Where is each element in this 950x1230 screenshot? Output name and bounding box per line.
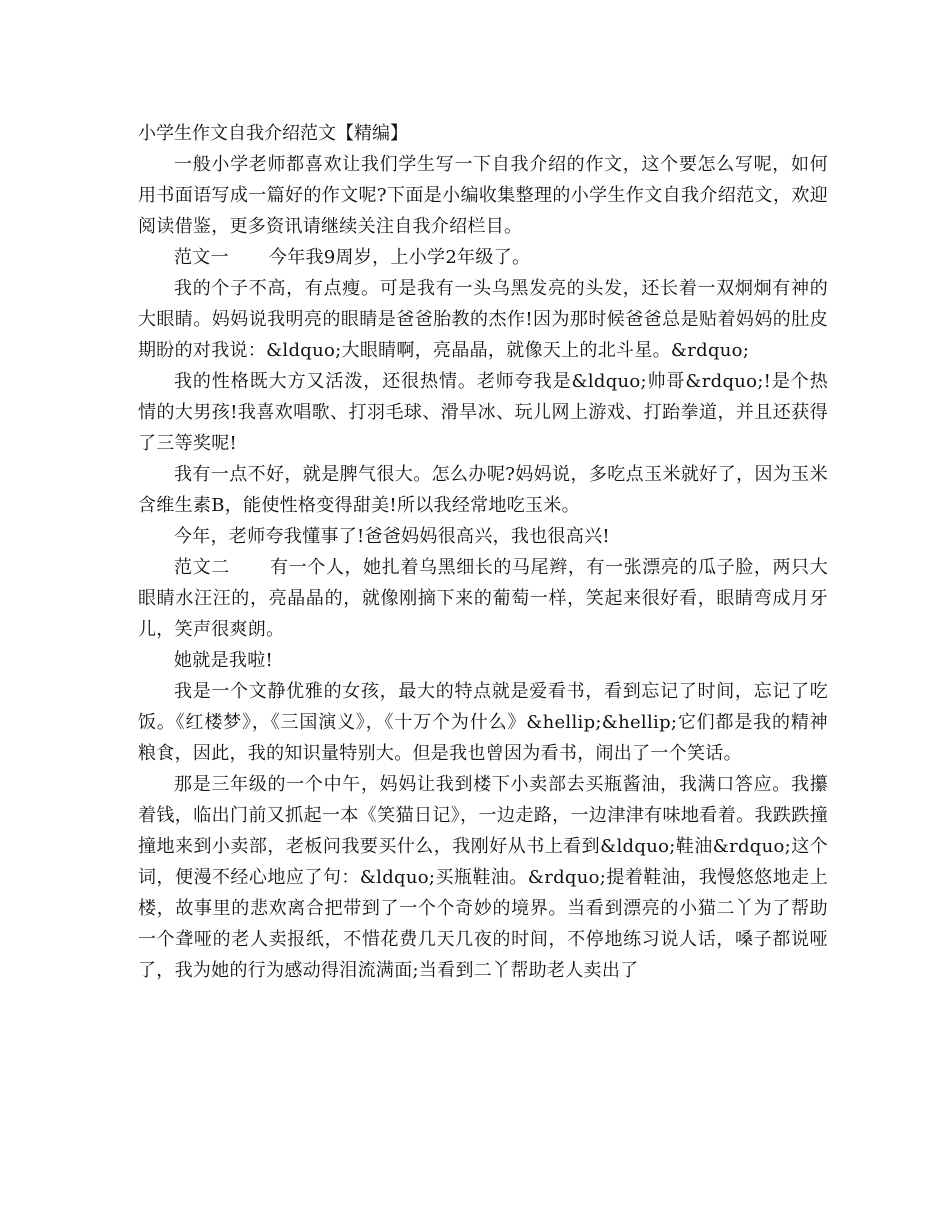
body-paragraph: 我的性格既大方又活泼，还很热情。老师夸我是&ldquo;帅哥&rdquo;!是个热情的大男孩!我喜欢唱歌、打羽毛球、滑旱冰、玩儿网上游戏、打跆拳道，并且还获得了三等奖呢! (138, 371, 828, 454)
sample-two-text: 有一个人，她扎着乌黑细长的马尾辫，有一张漂亮的瓜子脸，两只大眼睛水汪汪的，亮晶晶的，就像刚摘下来的葡萄一样，笑起来很好看，眼睛弯成月牙儿，笑声很爽朗。 (138, 557, 829, 640)
body-paragraph: 我有一点不好，就是脾气很大。怎么办呢?妈妈说，多吃点玉米就好了，因为玉米含维生素B，能使性格变得甜美!所以我经常地吃玉米。 (138, 464, 828, 516)
sample-two-paragraph (138, 552, 828, 645)
body-paragraph: 我的个子不高，有点瘦。可是我有一头乌黑发亮的头发，还长着一双炯炯有神的大眼睛。妈妈说我明亮的眼睛是爸爸胎教的杰作!因为那时候爸爸总是贴着妈妈的肚皮期盼的对我说：&ldquo;大眼睛啊，亮晶晶，就像天上的北斗星。&rdquo; (138, 278, 828, 361)
sample-one-first-line: 今年我9周岁，上小学2年级了。 (268, 247, 531, 268)
document-body (138, 118, 828, 986)
sample-two-label: 范文二 (174, 557, 230, 578)
sample-one-label: 范文一 (174, 247, 229, 268)
body-paragraph: 她就是我啦! (174, 650, 274, 671)
body-paragraph: 那是三年级的一个中午，妈妈让我到楼下小卖部去买瓶酱油，我满口答应。我攥着钱，临出门前又抓起一本《笑猫日记》，一边走路，一边津津有味地看着。我跌跌撞撞地来到小卖部，老板问我要买什么，我刚好从书上看到&ldquo;鞋油&rdquo;这个词，便漫不经心地应了句：&ldquo;买瓶鞋油。&rdquo;提着鞋油，我慢悠悠地走上楼，故事里的悲欢离合把带到了一个个奇妙的境界。当看到漂亮的小猫二丫为了帮助一个聋哑的老人卖报纸，不惜花费几天几夜的时间，不停地练习说人话，嗓子都说哑了，我为她的行为感动得泪流满面;当看到二丫帮助老人卖出了 (138, 774, 828, 981)
body-paragraph: 我是一个文静优雅的女孩，最大的特点就是爱看书，看到忘记了时间，忘记了吃饭。《红楼梦》，《三国演义》，《十万个为什么》&hellip;&hellip;它们都是我的精神粮食，因此，我的知识量特别大。但是我也曾因为看书，闹出了一个笑话。 (138, 681, 828, 764)
intro-paragraph: 一般小学老师都喜欢让我们学生写一下自我介绍的作文，这个要怎么写呢，如何用书面语写成一篇好的作文呢?下面是小编收集整理的小学生作文自我介绍范文，欢迎阅读借鉴，更多资讯请继续关注自我介绍栏目。 (138, 154, 828, 237)
sample-one-heading-paragraph (138, 242, 828, 273)
body-paragraph: 今年，老师夸我懂事了!爸爸妈妈很高兴，我也很高兴! (174, 526, 610, 547)
document-title: 小学生作文自我介绍范文【精编】 (138, 123, 408, 144)
